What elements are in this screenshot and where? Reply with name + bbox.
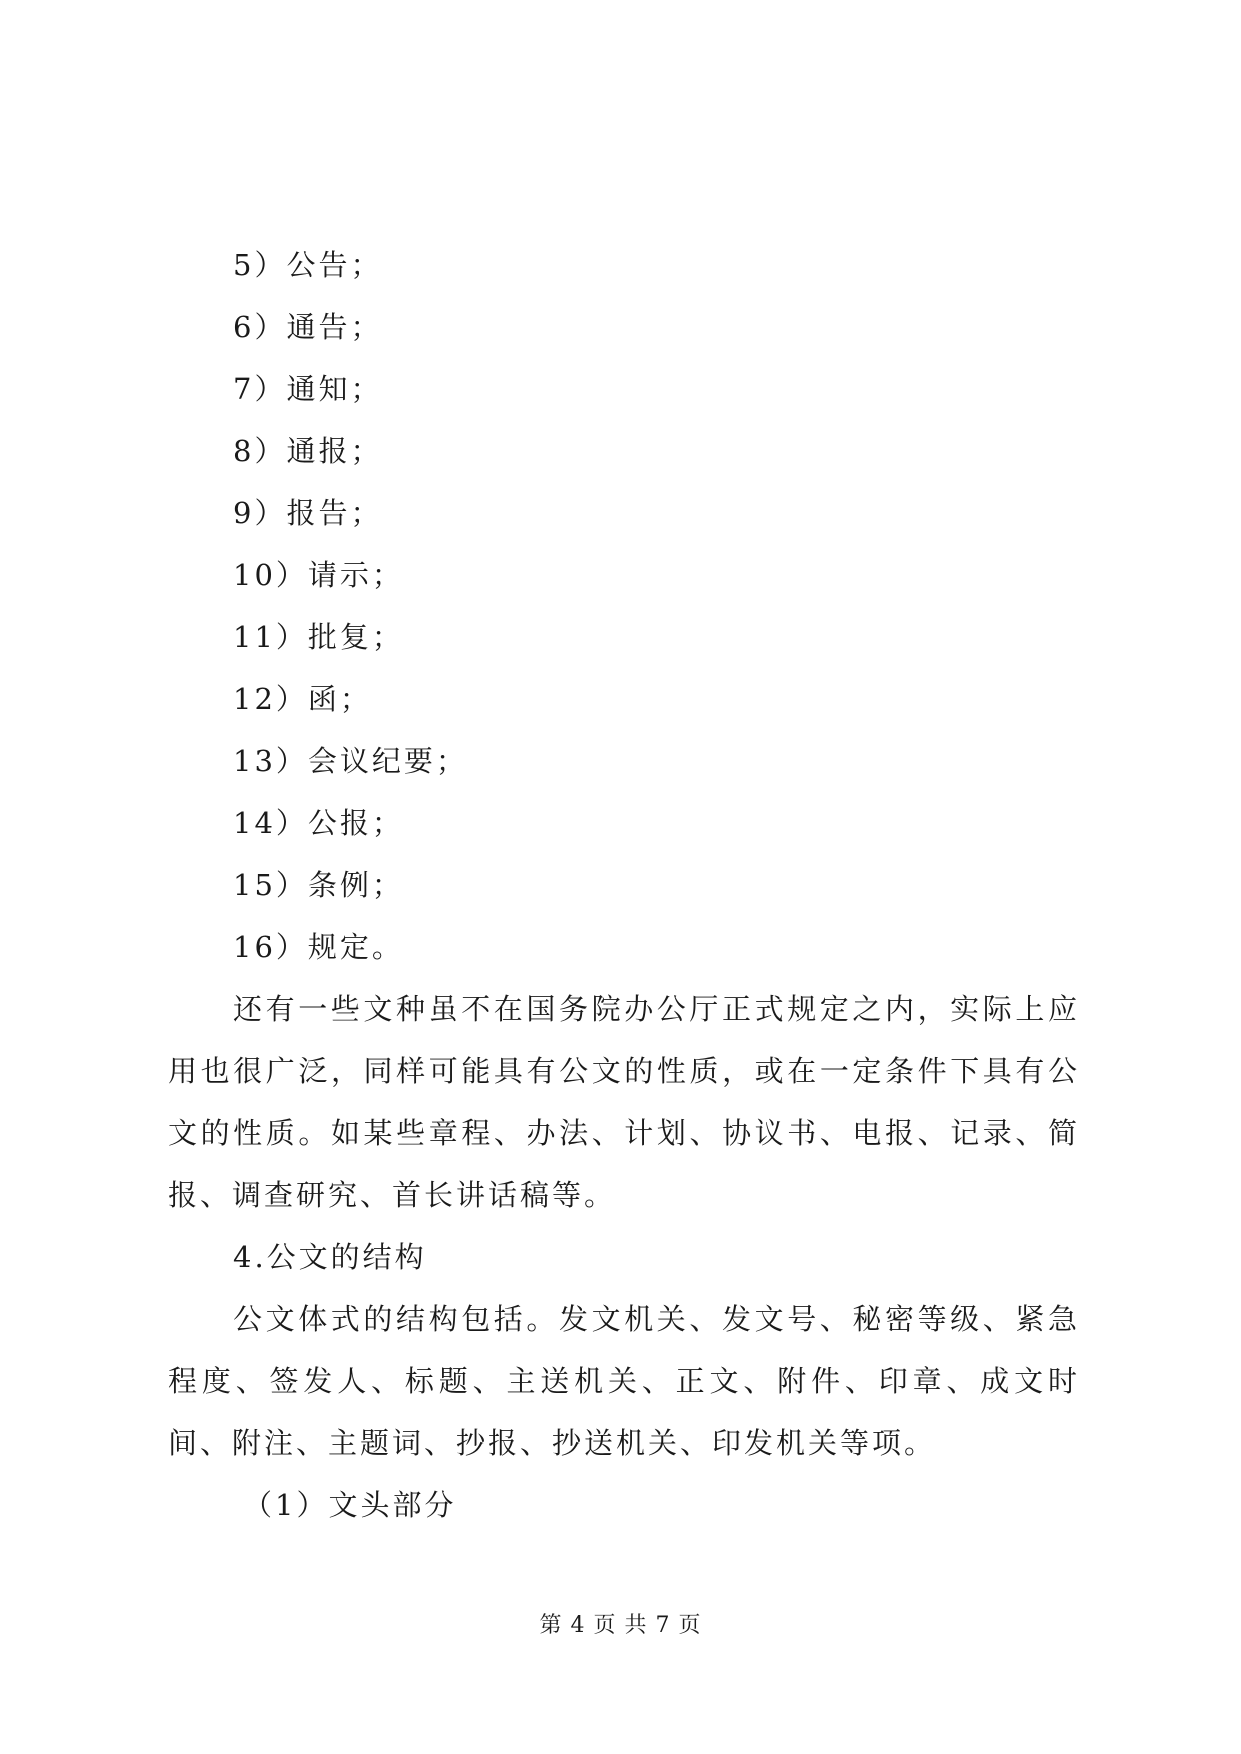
list-item: 12）函； <box>233 682 372 716</box>
paragraph-document-structure: 公文体式的结构包括。发文机关、发文号、秘密等级、紧急程度、签发人、标题、主送机关、正文、附件、印章、成文时间、附注、主题词、抄报、抄送机关、印发机关等项。 <box>168 1302 1080 1460</box>
section-heading: 4.公文的结构 <box>233 1240 427 1274</box>
list-item: 5）公告； <box>233 248 383 282</box>
list-item: 9）报告； <box>233 496 383 530</box>
list-item: 14）公报； <box>233 806 404 840</box>
list-item: 7）通知； <box>233 372 383 406</box>
list-item: 8）通报； <box>233 434 383 468</box>
list-item: 15）条例； <box>233 868 404 902</box>
list-item: 10）请示； <box>233 558 404 592</box>
list-item: 13）会议纪要； <box>233 744 468 778</box>
paragraph-other-document-types: 还有一些文种虽不在国务院办公厅正式规定之内，实际上应用也很广泛，同样可能具有公文的性质，或在一定条件下具有公文的性质。如某些章程、办法、计划、协议书、电报、记录、简报、调查研究、首长讲话稿等。 <box>168 992 1080 1212</box>
page-number-footer: 第 4 页 共 7 页 <box>539 1613 702 1638</box>
list-item: 11）批复； <box>233 620 404 654</box>
list-item: 6）通告； <box>233 310 383 344</box>
subsection-heading: （1）文头部分 <box>243 1488 457 1522</box>
list-item: 16）规定。 <box>233 930 404 964</box>
page-content <box>168 234 1080 1536</box>
